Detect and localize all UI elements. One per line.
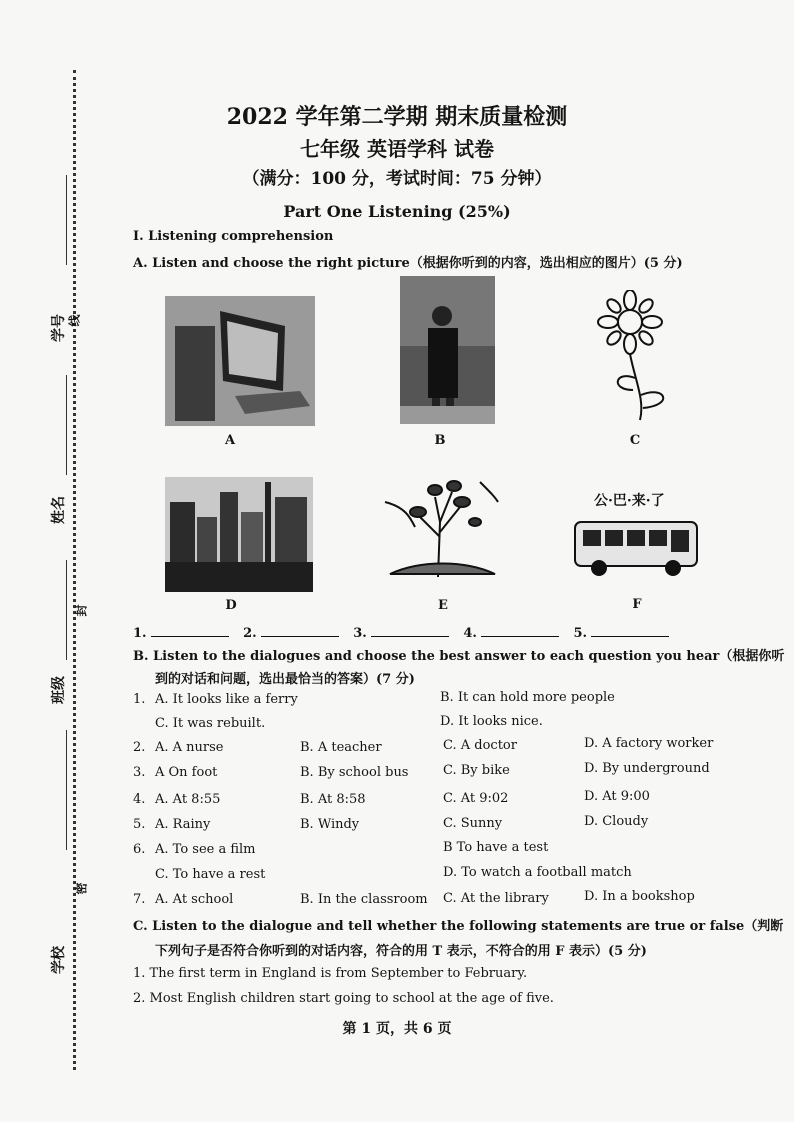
binding-mark-seal: 封: [74, 604, 89, 617]
q6-option-d: D. To watch a football match: [443, 865, 632, 880]
class-line: [66, 560, 67, 660]
q4-option-b: B. At 8:58: [300, 792, 366, 807]
answer-blank-2[interactable]: [261, 624, 339, 637]
q2-option-b: B. A teacher: [300, 740, 382, 755]
q4-option-d: D. At 9:00: [584, 789, 650, 804]
part-a-heading: A. Listen and choose the right picture（根据你听到的内容，选出相应的图片）(5 分): [133, 256, 683, 271]
q2-option-a: A. A nurse: [155, 740, 224, 755]
city-buildings-image: [165, 477, 313, 596]
part-one-title: Part One Listening (25%): [283, 202, 511, 221]
q5-option-c: C. Sunny: [443, 816, 503, 831]
computer-image: [165, 296, 315, 430]
part-c-heading-2: 下列句子是否符合你听到的对话内容，符合的用 T 表示，不符合的用 F 表示）(5 分): [155, 944, 647, 959]
q1-number: 1.: [133, 692, 146, 707]
picture-b-label: B: [434, 433, 446, 448]
q6-option-b: B To have a test: [443, 840, 549, 855]
q5-option-b: B. Windy: [300, 817, 360, 832]
picture-d-label: D: [225, 598, 237, 613]
blank-number: 5.: [573, 626, 588, 641]
q6-number: 6.: [133, 842, 146, 857]
blank-number: 3.: [353, 626, 367, 641]
q1-option-b: B. It can hold more people: [440, 690, 615, 705]
q1-option-c: C. It was rebuilt.: [155, 716, 266, 731]
q1-option-a: A. It looks like a ferry: [155, 692, 298, 707]
name-label: 姓名: [51, 496, 67, 524]
q3-option-b: B. By school bus: [300, 765, 409, 780]
blank-number: 4.: [463, 626, 477, 641]
q7-option-c: C. At the library: [443, 891, 549, 906]
blank-number: 1.: [133, 626, 147, 641]
q2-number: 2.: [133, 740, 146, 755]
q5-option-a: A. Rainy: [155, 817, 211, 832]
q2-option-c: C. A doctor: [443, 738, 517, 753]
q4-option-a: A. At 8:55: [155, 792, 221, 807]
q7-number: 7.: [133, 892, 146, 907]
blank-number: 2.: [243, 626, 257, 641]
bus-drawing: [573, 516, 701, 584]
part-c-heading-1: C. Listen to the dialogue and tell whether the following statements are true or false（判断: [133, 919, 784, 934]
bus-sign: 公·巴·来·了: [594, 493, 665, 509]
binding-mark-line: 线: [67, 314, 82, 327]
q3-option-a: A On foot: [155, 765, 218, 780]
q2-option-d: D. A factory worker: [584, 736, 714, 751]
picture-c-label: C: [629, 433, 641, 448]
q7-option-d: D. In a bookshop: [584, 889, 695, 904]
exam-meta: （满分：100 分，考试时间：75 分钟）: [242, 169, 552, 189]
q6-option-c: C. To have a rest: [155, 867, 266, 882]
q4-option-c: C. At 9:02: [443, 791, 509, 806]
flower-drawing: [585, 290, 690, 429]
picture-e-label: E: [438, 598, 448, 613]
picture-a-label: A: [224, 433, 236, 448]
page-footer: 第 1 页，共 6 页: [342, 1021, 452, 1037]
part-b-heading-1: B. Listen to the dialogues and choose the best answer to each question you hear（根据你听: [133, 649, 785, 664]
section-heading: I. Listening comprehension: [133, 229, 334, 244]
part-c-item-2: 2. Most English children start going to school at the age of five.: [133, 991, 554, 1006]
exam-subtitle: 七年级 英语学科 试卷: [300, 137, 494, 161]
q3-number: 3.: [133, 765, 146, 780]
name-line: [66, 375, 67, 475]
answer-blanks-row: [133, 624, 679, 641]
binding-mark-secret: 密: [74, 882, 89, 895]
q7-option-a: A. At school: [155, 892, 234, 907]
student-id-label: 学号: [51, 314, 67, 342]
q6-option-a: A. To see a film: [155, 842, 256, 857]
q5-option-d: D. Cloudy: [584, 814, 649, 829]
part-b-heading-2: 到的对话和问题，选出最恰当的答案）(7 分): [155, 672, 415, 687]
school-line-top: [66, 730, 67, 850]
picture-f-label: F: [632, 597, 642, 612]
answer-blank-1[interactable]: [151, 624, 229, 637]
answer-blank-3[interactable]: [371, 624, 449, 637]
person-coat-image: [400, 276, 495, 428]
q3-option-d: D. By underground: [584, 761, 710, 776]
class-label: 班级: [51, 676, 67, 704]
autumn-tree-drawing: [380, 462, 505, 591]
part-c-item-1: 1. The first term in England is from September to February.: [133, 966, 528, 981]
exam-title: 2022 学年第二学期 期末质量检测: [226, 104, 568, 130]
q5-number: 5.: [133, 817, 146, 832]
q4-number: 4.: [133, 792, 146, 807]
q1-option-d: D. It looks nice.: [440, 714, 543, 729]
q7-option-b: B. In the classroom: [300, 892, 428, 907]
answer-blank-4[interactable]: [481, 624, 559, 637]
school-label: 学校: [51, 946, 67, 974]
answer-blank-5[interactable]: [591, 624, 669, 637]
q3-option-c: C. By bike: [443, 763, 510, 778]
